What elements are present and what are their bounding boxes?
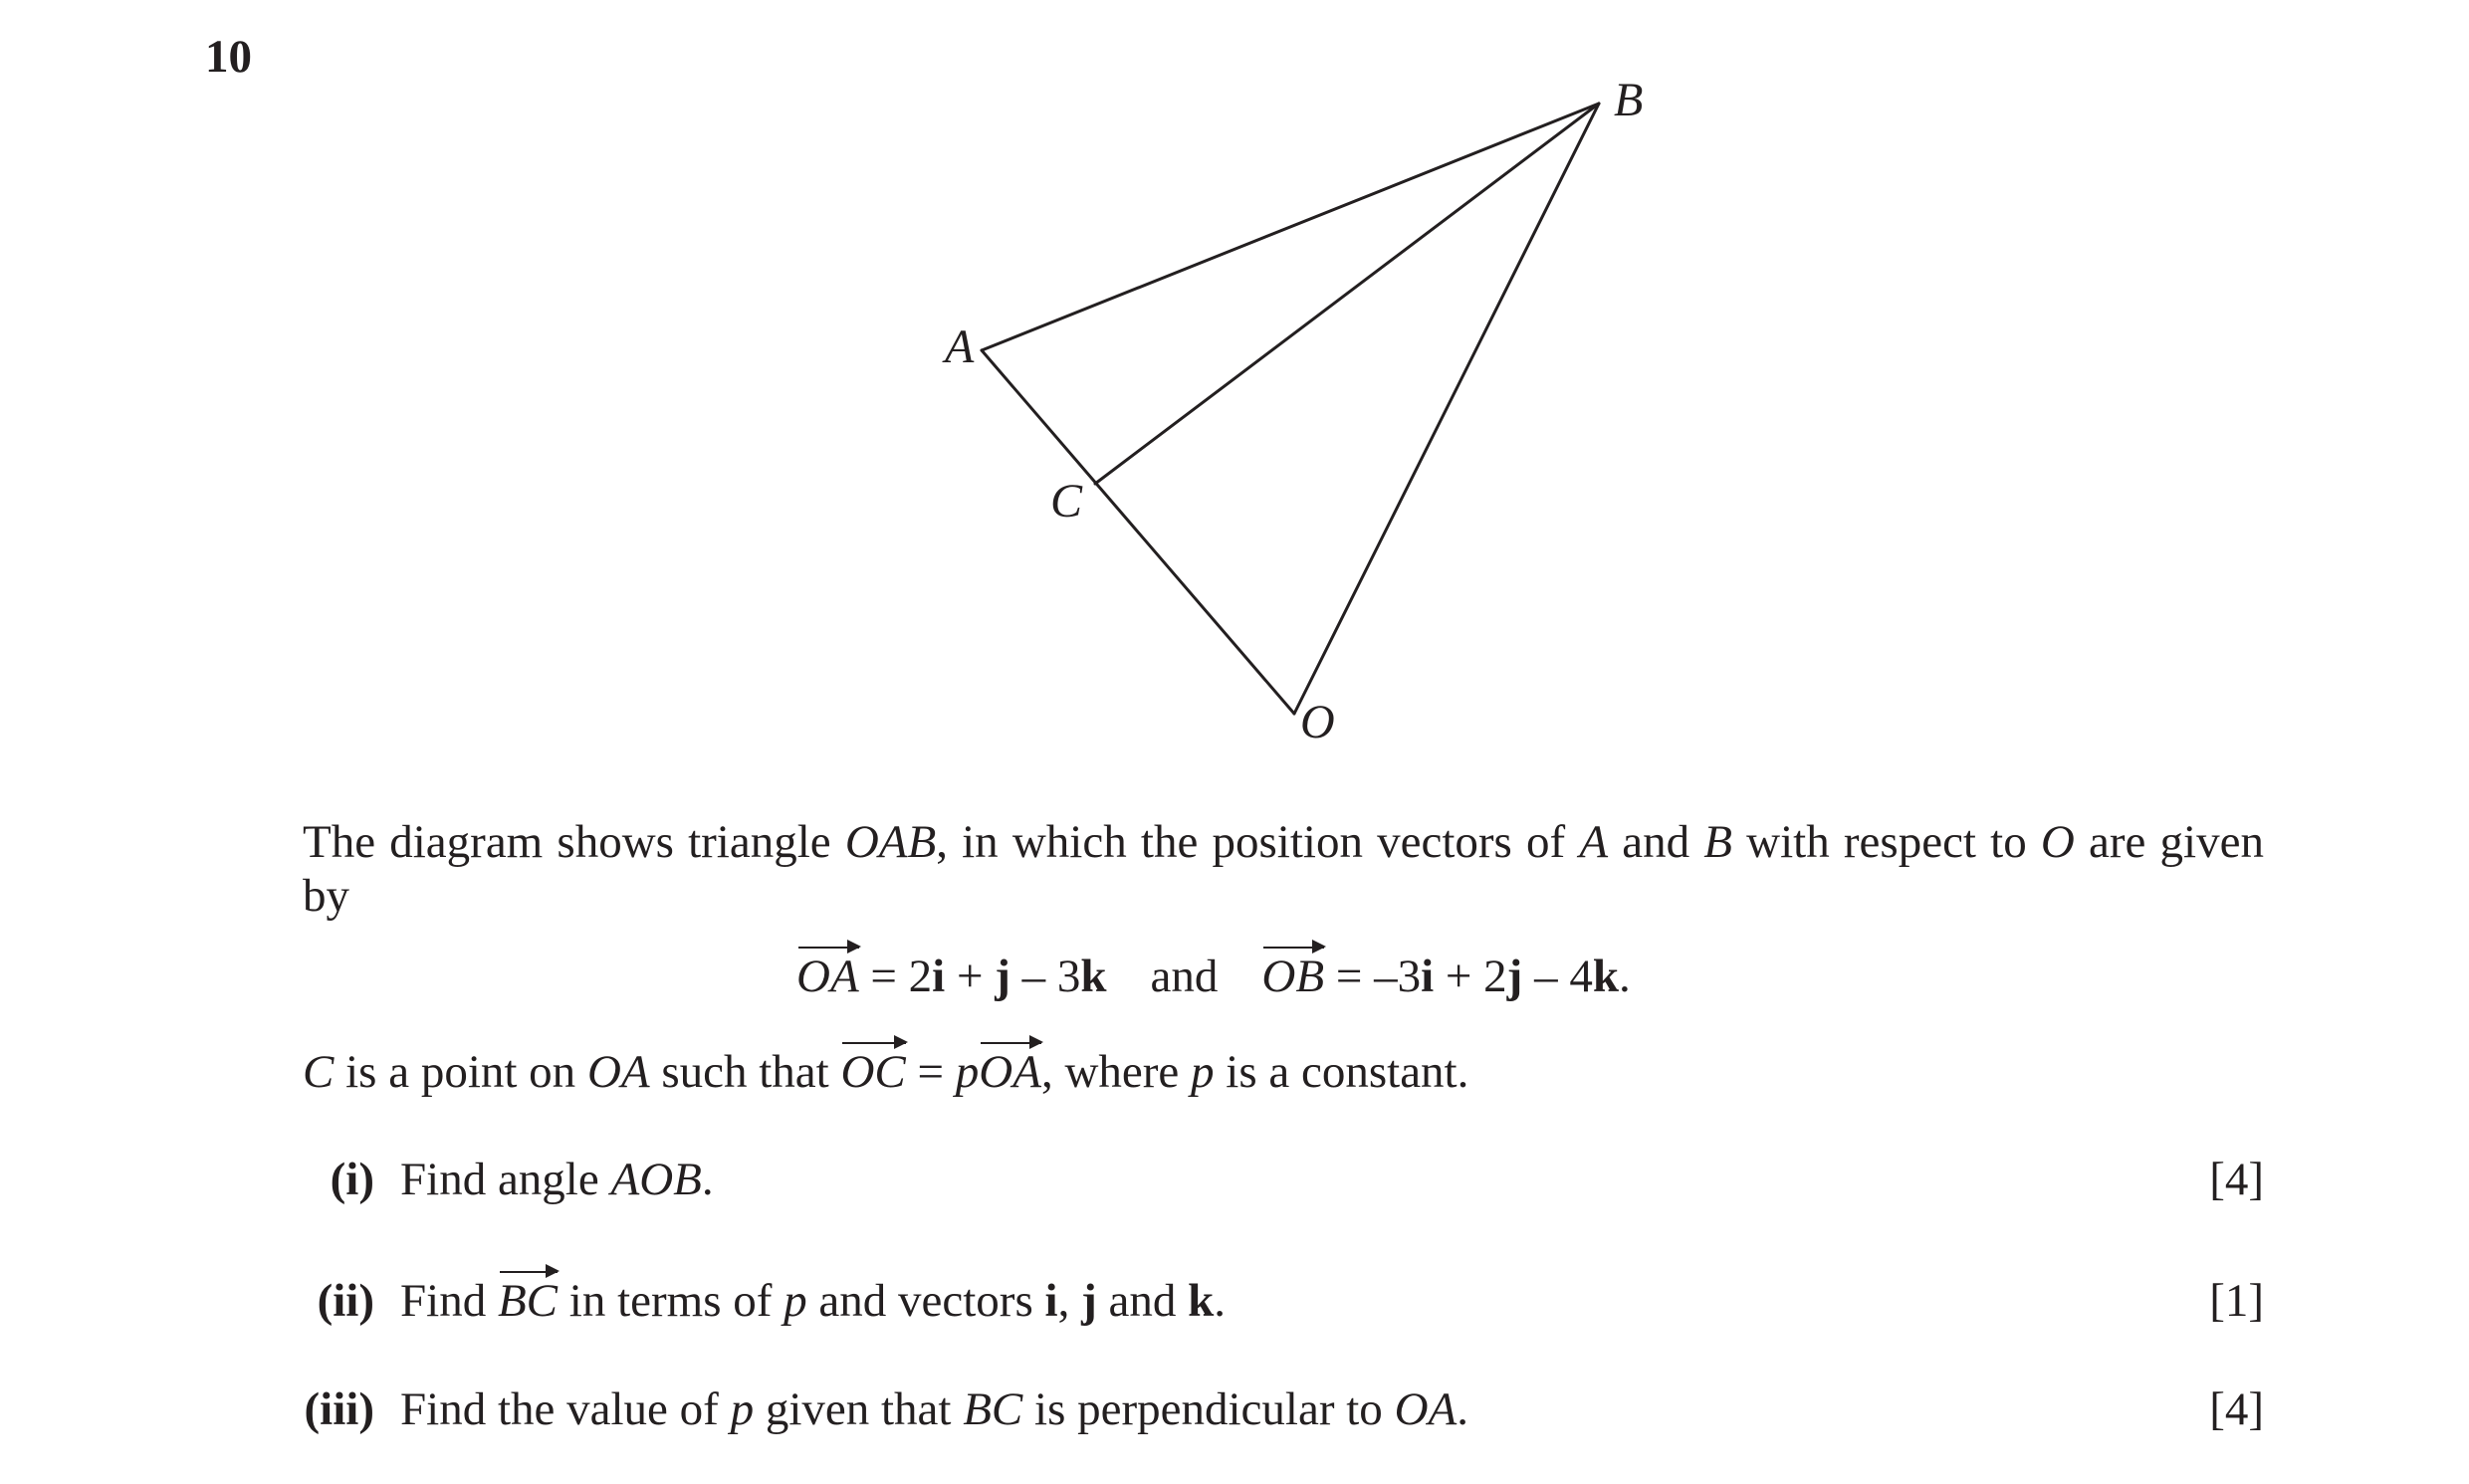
label-a: A <box>945 320 975 373</box>
label-o: O <box>1300 696 1335 748</box>
question-number: 10 <box>205 31 252 83</box>
intro-paragraph: The diagram shows triangle OAB, in which the position vectors of A and B with respect to O are given by <box>303 816 2264 922</box>
part-text: Find the value of p given that BC is perpendicular to OA. <box>400 1383 1468 1435</box>
label-b: B <box>1614 74 1644 126</box>
vector-oa: OA <box>979 1046 1041 1098</box>
vector-bc: BC <box>497 1275 559 1327</box>
side-ob <box>1294 104 1599 714</box>
part-number: (i) <box>330 1154 374 1205</box>
triangle-name: OAB <box>844 816 937 868</box>
question-part-iii <box>303 1382 2264 1442</box>
part-marks: [1] <box>2209 1275 2264 1327</box>
vector-oa: OA <box>796 951 859 1002</box>
position-vector-equations: OA = 2i + j – 3k and OB = –3i + 2j – 4k. <box>796 951 1631 1002</box>
side-oa <box>982 350 1294 714</box>
question-part-ii <box>303 1274 2264 1334</box>
vector-ob: OB <box>1261 951 1325 1002</box>
question-part-i <box>303 1153 2264 1212</box>
vector-oc: OC <box>840 1046 906 1098</box>
part-number: (iii) <box>304 1383 374 1435</box>
part-marks: [4] <box>2209 1154 2264 1205</box>
part-number: (ii) <box>317 1275 374 1327</box>
label-c: C <box>1050 475 1083 528</box>
condition-paragraph: C is a point on OA such that OC = pOA, where p is a constant. <box>303 1046 1469 1098</box>
part-text: Find angle AOB. <box>400 1154 714 1205</box>
part-marks: [4] <box>2209 1383 2264 1435</box>
segment-bc <box>1095 104 1599 484</box>
side-ab <box>982 104 1599 350</box>
part-text: Find BC in terms of p and vectors i, j and k. <box>400 1275 1226 1327</box>
equation-connector: and <box>1150 951 1219 1002</box>
